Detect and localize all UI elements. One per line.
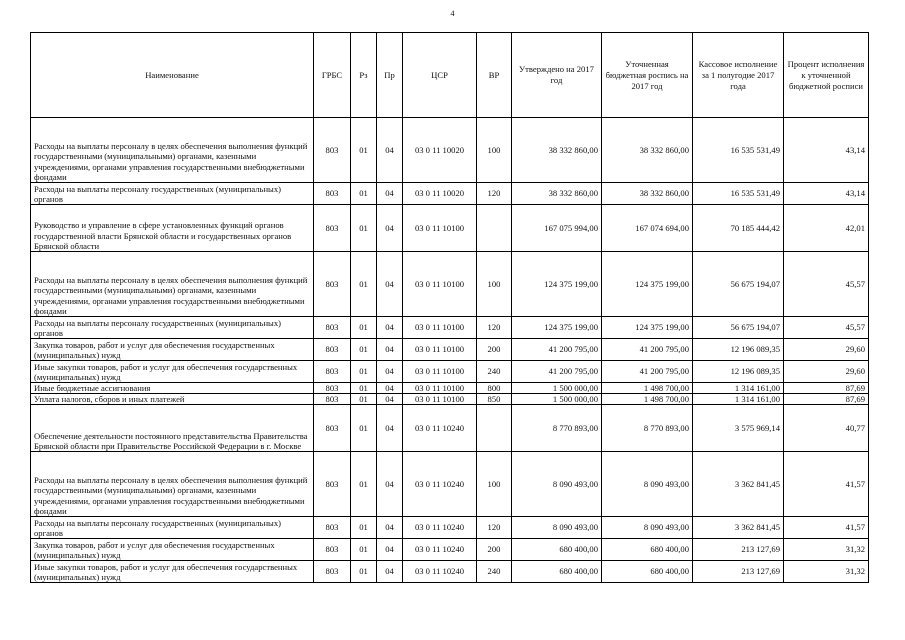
row-pr: 04 (377, 539, 403, 561)
row-csr: 03 0 11 10240 (403, 561, 477, 583)
row-name: Уплата налогов, сборов и иных платежей (31, 394, 314, 405)
table-row (31, 317, 869, 339)
row-percent: 41,57 (784, 517, 869, 539)
header-cash: Кассовое исполнение за 1 полугодие 2017 года (693, 33, 784, 118)
row-vr: 120 (477, 317, 512, 339)
table-header-row (31, 33, 869, 118)
row-approved: 167 075 994,00 (512, 205, 602, 252)
table-row (31, 452, 869, 517)
row-csr: 03 0 11 10240 (403, 405, 477, 452)
row-grbs: 803 (314, 405, 351, 452)
row-grbs: 803 (314, 317, 351, 339)
row-approved: 1 500 000,00 (512, 383, 602, 394)
row-grbs: 803 (314, 361, 351, 383)
row-refined: 41 200 795,00 (602, 339, 693, 361)
table-row (31, 252, 869, 317)
row-csr: 03 0 11 10020 (403, 118, 477, 183)
row-approved: 41 200 795,00 (512, 361, 602, 383)
header-refined: Уточненная бюджетная роспись на 2017 год (602, 33, 693, 118)
row-approved: 8 090 493,00 (512, 452, 602, 517)
row-percent: 43,14 (784, 118, 869, 183)
row-percent: 29,60 (784, 361, 869, 383)
row-rz: 01 (351, 118, 377, 183)
row-percent: 87,69 (784, 394, 869, 405)
row-vr (477, 405, 512, 452)
table-row (31, 183, 869, 205)
budget-execution-table (30, 32, 869, 583)
row-cash: 12 196 089,35 (693, 361, 784, 383)
row-csr: 03 0 11 10240 (403, 517, 477, 539)
row-cash: 16 535 531,49 (693, 183, 784, 205)
row-pr: 04 (377, 561, 403, 583)
row-percent: 45,57 (784, 252, 869, 317)
row-grbs: 803 (314, 452, 351, 517)
row-grbs: 803 (314, 383, 351, 394)
row-approved: 8 770 893,00 (512, 405, 602, 452)
table-row (31, 118, 869, 183)
row-approved: 1 500 000,00 (512, 394, 602, 405)
row-csr: 03 0 11 10100 (403, 383, 477, 394)
row-percent: 29,60 (784, 339, 869, 361)
row-cash: 16 535 531,49 (693, 118, 784, 183)
row-name: Расходы на выплаты персоналу государственных (муниципальных) органов (31, 517, 314, 539)
row-rz: 01 (351, 561, 377, 583)
row-refined: 124 375 199,00 (602, 252, 693, 317)
row-rz: 01 (351, 394, 377, 405)
row-cash: 56 675 194,07 (693, 317, 784, 339)
row-approved: 38 332 860,00 (512, 183, 602, 205)
row-name: Расходы на выплаты персоналу государственных (муниципальных) органов (31, 183, 314, 205)
row-name: Расходы на выплаты персоналу государственных (муниципальных) органов (31, 317, 314, 339)
row-refined: 41 200 795,00 (602, 361, 693, 383)
row-percent: 43,14 (784, 183, 869, 205)
row-cash: 12 196 089,35 (693, 339, 784, 361)
row-pr: 04 (377, 118, 403, 183)
row-percent: 40,77 (784, 405, 869, 452)
row-vr: 100 (477, 252, 512, 317)
row-vr: 120 (477, 517, 512, 539)
row-approved: 680 400,00 (512, 539, 602, 561)
table-row (31, 394, 869, 405)
row-csr: 03 0 11 10020 (403, 183, 477, 205)
row-cash: 56 675 194,07 (693, 252, 784, 317)
row-vr: 120 (477, 183, 512, 205)
header-rz: Рз (351, 33, 377, 118)
row-cash: 1 314 161,00 (693, 383, 784, 394)
header-vr: ВР (477, 33, 512, 118)
table-row (31, 539, 869, 561)
header-approved: Утверждено на 2017 год (512, 33, 602, 118)
row-name: Закупка товаров, работ и услуг для обеспечения государственных (муниципальных) нужд (31, 339, 314, 361)
row-cash: 213 127,69 (693, 539, 784, 561)
row-pr: 04 (377, 517, 403, 539)
row-pr: 04 (377, 183, 403, 205)
row-vr: 200 (477, 339, 512, 361)
row-name: Обеспечение деятельности постоянного представительства Правительства Брянской области при Правительстве Российской Федерации в г. Москве (31, 405, 314, 452)
row-percent: 87,69 (784, 383, 869, 394)
row-percent: 41,57 (784, 452, 869, 517)
row-csr: 03 0 11 10100 (403, 339, 477, 361)
row-refined: 1 498 700,00 (602, 394, 693, 405)
row-refined: 8 090 493,00 (602, 452, 693, 517)
row-approved: 41 200 795,00 (512, 339, 602, 361)
row-csr: 03 0 11 10100 (403, 361, 477, 383)
row-percent: 31,32 (784, 561, 869, 583)
row-refined: 8 090 493,00 (602, 517, 693, 539)
row-csr: 03 0 11 10100 (403, 317, 477, 339)
row-pr: 04 (377, 383, 403, 394)
row-rz: 01 (351, 452, 377, 517)
header-csr: ЦСР (403, 33, 477, 118)
header-percent: Процент исполнения к уточненной бюджетной росписи (784, 33, 869, 118)
page-number: 4 (450, 9, 455, 18)
row-pr: 04 (377, 339, 403, 361)
row-pr: 04 (377, 452, 403, 517)
row-rz: 01 (351, 539, 377, 561)
row-vr (477, 205, 512, 252)
row-cash: 70 185 444,42 (693, 205, 784, 252)
row-vr: 100 (477, 118, 512, 183)
row-grbs: 803 (314, 339, 351, 361)
row-grbs: 803 (314, 517, 351, 539)
row-rz: 01 (351, 405, 377, 452)
table-row (31, 405, 869, 452)
row-approved: 124 375 199,00 (512, 252, 602, 317)
row-name: Расходы на выплаты персоналу в целях обеспечения выполнения функций государственными (муниципальными) органами, казенными учреждениями, органами управления государственными внебюджетными фондами (31, 452, 314, 517)
row-csr: 03 0 11 10240 (403, 539, 477, 561)
row-refined: 8 770 893,00 (602, 405, 693, 452)
header-pr: Пр (377, 33, 403, 118)
row-refined: 1 498 700,00 (602, 383, 693, 394)
row-csr: 03 0 11 10240 (403, 452, 477, 517)
row-csr: 03 0 11 10100 (403, 252, 477, 317)
row-percent: 45,57 (784, 317, 869, 339)
row-refined: 38 332 860,00 (602, 118, 693, 183)
row-percent: 42,01 (784, 205, 869, 252)
row-rz: 01 (351, 205, 377, 252)
row-approved: 124 375 199,00 (512, 317, 602, 339)
row-grbs: 803 (314, 118, 351, 183)
row-pr: 04 (377, 394, 403, 405)
row-grbs: 803 (314, 183, 351, 205)
row-refined: 680 400,00 (602, 561, 693, 583)
row-rz: 01 (351, 383, 377, 394)
row-cash: 213 127,69 (693, 561, 784, 583)
row-csr: 03 0 11 10100 (403, 394, 477, 405)
row-name: Иные закупки товаров, работ и услуг для обеспечения государственных (муниципальных) нужд (31, 361, 314, 383)
row-grbs: 803 (314, 252, 351, 317)
row-name: Руководство и управление в сфере установленных функций органов государственной власти Брянской области и государственных органов Брянской области (31, 205, 314, 252)
row-pr: 04 (377, 405, 403, 452)
header-grbs: ГРБС (314, 33, 351, 118)
row-vr: 100 (477, 452, 512, 517)
row-grbs: 803 (314, 205, 351, 252)
row-refined: 167 074 694,00 (602, 205, 693, 252)
row-refined: 38 332 860,00 (602, 183, 693, 205)
row-refined: 680 400,00 (602, 539, 693, 561)
row-grbs: 803 (314, 394, 351, 405)
row-percent: 31,32 (784, 539, 869, 561)
row-grbs: 803 (314, 561, 351, 583)
row-rz: 01 (351, 252, 377, 317)
row-pr: 04 (377, 205, 403, 252)
row-cash: 3 362 841,45 (693, 452, 784, 517)
row-rz: 01 (351, 361, 377, 383)
row-vr: 850 (477, 394, 512, 405)
row-approved: 38 332 860,00 (512, 118, 602, 183)
row-pr: 04 (377, 252, 403, 317)
row-vr: 240 (477, 561, 512, 583)
row-grbs: 803 (314, 539, 351, 561)
row-pr: 04 (377, 317, 403, 339)
row-name: Закупка товаров, работ и услуг для обеспечения государственных (муниципальных) нужд (31, 539, 314, 561)
table-row (31, 205, 869, 252)
row-vr: 200 (477, 539, 512, 561)
row-cash: 3 575 969,14 (693, 405, 784, 452)
row-rz: 01 (351, 517, 377, 539)
row-refined: 124 375 199,00 (602, 317, 693, 339)
row-rz: 01 (351, 317, 377, 339)
row-name: Иные закупки товаров, работ и услуг для обеспечения государственных (муниципальных) нужд (31, 561, 314, 583)
table-row (31, 339, 869, 361)
row-name: Расходы на выплаты персоналу в целях обеспечения выполнения функций государственными (муниципальными) органами, казенными учреждениями, органами управления государственными внебюджетными фондами (31, 118, 314, 183)
table-row (31, 517, 869, 539)
row-pr: 04 (377, 361, 403, 383)
table-row (31, 383, 869, 394)
table-row (31, 361, 869, 383)
row-name: Иные бюджетные ассигнования (31, 383, 314, 394)
row-name: Расходы на выплаты персоналу в целях обеспечения выполнения функций государственными (муниципальными) органами, казенными учреждениями, органами управления государственными внебюджетными фондами (31, 252, 314, 317)
table-row (31, 561, 869, 583)
row-rz: 01 (351, 183, 377, 205)
header-name: Наименование (31, 33, 314, 118)
row-cash: 1 314 161,00 (693, 394, 784, 405)
row-approved: 680 400,00 (512, 561, 602, 583)
row-cash: 3 362 841,45 (693, 517, 784, 539)
row-vr: 240 (477, 361, 512, 383)
row-vr: 800 (477, 383, 512, 394)
row-rz: 01 (351, 339, 377, 361)
row-approved: 8 090 493,00 (512, 517, 602, 539)
row-csr: 03 0 11 10100 (403, 205, 477, 252)
